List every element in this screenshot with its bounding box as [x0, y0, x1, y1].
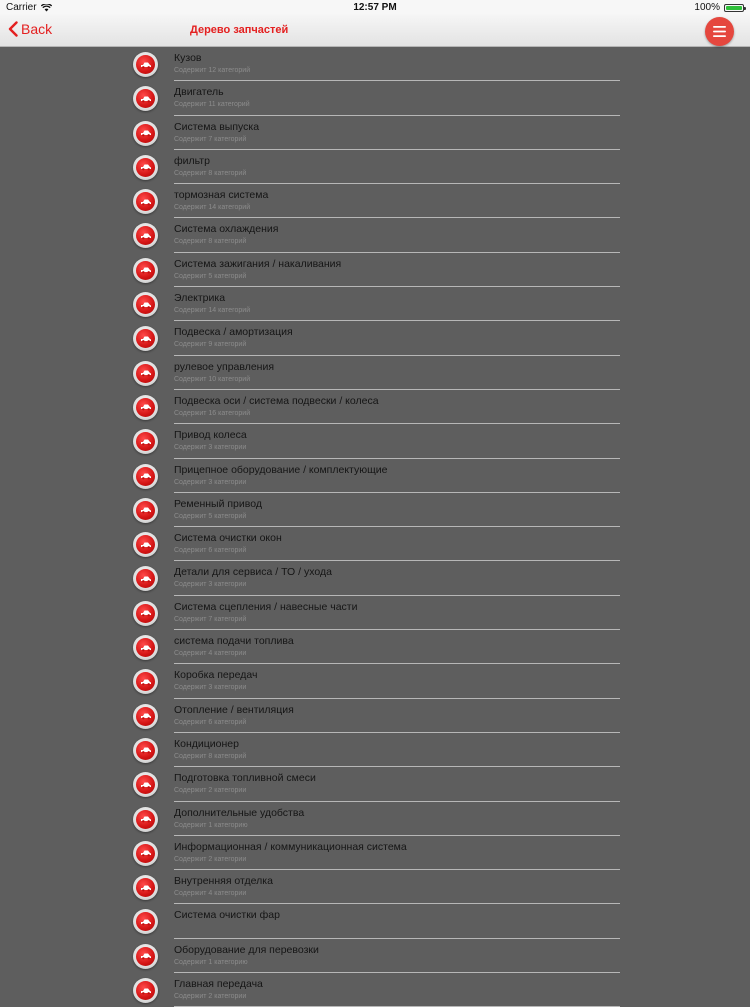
category-item[interactable]	[0, 630, 750, 664]
category-item[interactable]	[0, 116, 750, 150]
category-subtitle: Содержит 4 категории	[174, 650, 247, 658]
category-subtitle: Содержит 8 категорий	[174, 238, 247, 246]
category-name: Оборудование для перевозки	[174, 943, 319, 956]
category-name: система подачи топлива	[174, 635, 294, 648]
category-subtitle: Содержит 4 категории	[174, 890, 247, 898]
category-subtitle: Содержит 9 категорий	[174, 341, 247, 349]
car-part-icon	[133, 601, 158, 626]
category-subtitle: Содержит 2 категории	[174, 855, 247, 863]
status-right	[694, 2, 744, 13]
category-item[interactable]	[0, 424, 750, 458]
category-subtitle: Содержит 12 категорий	[174, 67, 251, 74]
category-name: Дополнительные удобства	[174, 806, 305, 819]
category-name: Система сцепления / навесные части	[174, 600, 358, 613]
category-item[interactable]	[0, 699, 750, 733]
category-subtitle: Содержит 3 категории	[174, 444, 247, 452]
car-part-icon	[133, 258, 158, 283]
category-subtitle: Содержит 6 категорий	[174, 547, 247, 555]
chevron-left-icon	[8, 21, 18, 37]
category-name: Подвеска оси / система подвески / колеса	[174, 394, 379, 407]
category-item[interactable]	[0, 733, 750, 767]
category-name: Электрика	[174, 292, 226, 305]
car-part-icon	[133, 395, 158, 420]
category-item[interactable]	[0, 596, 750, 630]
category-item[interactable]	[0, 184, 750, 218]
category-item[interactable]	[0, 321, 750, 355]
car-part-icon	[133, 841, 158, 866]
category-item[interactable]	[0, 459, 750, 493]
category-name: Кондиционер	[174, 737, 239, 750]
category-subtitle: Содержит 7 категорий	[174, 615, 247, 623]
category-name: Система охлаждения	[174, 223, 279, 236]
category-name: Двигатель	[174, 86, 224, 99]
category-name: Информационная / коммуникационная система	[174, 840, 407, 853]
car-part-icon	[133, 464, 158, 489]
category-item[interactable]	[0, 939, 750, 973]
category-item[interactable]	[0, 493, 750, 527]
category-subtitle: Содержит 16 категорий	[174, 409, 251, 417]
category-name: фильтр	[174, 154, 210, 167]
category-name: Система очистки окон	[174, 532, 282, 545]
car-part-icon	[133, 292, 158, 317]
category-subtitle: Содержит 5 категорий	[174, 272, 247, 280]
category-subtitle: Содержит 2 категории	[174, 993, 247, 1001]
category-subtitle: Содержит 1 категорию	[174, 958, 248, 966]
category-name: Система выпуска	[174, 120, 260, 133]
category-name: Отопление / вентиляция	[174, 703, 294, 716]
car-part-icon	[133, 86, 158, 111]
car-part-icon	[133, 566, 158, 591]
category-item[interactable]	[0, 390, 750, 424]
clock: 12:57 PM	[353, 2, 397, 13]
battery-percent: 100%	[694, 2, 720, 13]
car-part-icon	[133, 772, 158, 797]
category-name: Система зажигания / накаливания	[174, 257, 342, 270]
car-part-icon	[133, 498, 158, 523]
category-subtitle: Содержит 7 категорий	[174, 135, 247, 143]
car-part-icon	[133, 361, 158, 386]
battery-icon	[724, 4, 744, 12]
category-subtitle: Содержит 14 категорий	[174, 204, 251, 212]
category-name: Главная передача	[174, 978, 263, 991]
car-part-icon	[133, 52, 158, 77]
category-item[interactable]	[0, 870, 750, 904]
category-subtitle: Содержит 8 категорий	[174, 752, 247, 760]
category-name: Ременный привод	[174, 497, 262, 510]
category-item[interactable]	[0, 527, 750, 561]
category-subtitle: Содержит 1 категорию	[174, 821, 248, 829]
category-item[interactable]	[0, 47, 750, 81]
category-subtitle: Содержит 8 категорий	[174, 169, 247, 177]
category-item[interactable]	[0, 802, 750, 836]
category-name: Коробка передач	[174, 669, 258, 682]
category-item[interactable]	[0, 218, 750, 252]
category-subtitle: Содержит 14 категорий	[174, 307, 251, 315]
car-part-icon	[133, 704, 158, 729]
car-part-icon	[133, 909, 158, 934]
category-subtitle: Содержит 11 категорий	[174, 101, 250, 109]
category-item[interactable]	[0, 561, 750, 595]
back-label: Back	[21, 21, 53, 37]
category-name: Привод колеса	[174, 429, 247, 442]
category-item[interactable]	[0, 904, 750, 938]
category-name: Кузов	[174, 52, 202, 64]
category-subtitle: Содержит 3 категории	[174, 581, 247, 589]
car-part-icon	[133, 738, 158, 763]
car-part-icon	[133, 944, 158, 969]
car-part-icon	[133, 189, 158, 214]
category-subtitle: Содержит 2 категории	[174, 787, 247, 795]
car-part-icon	[133, 669, 158, 694]
category-item[interactable]	[0, 973, 750, 1007]
page-title: Дерево запчастей	[190, 24, 289, 36]
category-item[interactable]	[0, 287, 750, 321]
category-name: тормозная система	[174, 189, 269, 202]
car-part-icon	[133, 223, 158, 248]
category-name: Подвеска / амортизация	[174, 326, 293, 339]
menu-button[interactable]	[705, 17, 734, 46]
car-part-icon	[133, 532, 158, 557]
car-part-icon	[133, 635, 158, 660]
back-button[interactable]	[8, 21, 52, 37]
category-item[interactable]	[0, 664, 750, 698]
category-subtitle: Содержит 10 категорий	[174, 375, 251, 383]
car-part-icon	[133, 875, 158, 900]
category-subtitle: Содержит 3 категории	[174, 684, 247, 692]
category-name: Внутренняя отделка	[174, 875, 273, 888]
navigation-bar	[0, 14, 750, 47]
category-name: рулевое управления	[174, 360, 275, 373]
category-list	[0, 47, 750, 1007]
carrier-label: Carrier	[6, 2, 37, 13]
category-item[interactable]	[0, 767, 750, 801]
car-part-icon	[133, 807, 158, 832]
category-name: Детали для сервиса / ТО / ухода	[174, 566, 332, 579]
car-part-icon	[133, 155, 158, 180]
category-item[interactable]	[0, 836, 750, 870]
category-item[interactable]	[0, 150, 750, 184]
category-item[interactable]	[0, 81, 750, 115]
category-item[interactable]	[0, 253, 750, 287]
car-part-icon	[133, 429, 158, 454]
category-subtitle: Содержит 5 категорий	[174, 512, 247, 520]
hamburger-menu-icon	[713, 26, 726, 37]
category-item[interactable]	[0, 356, 750, 390]
category-subtitle: Содержит 3 категории	[174, 478, 247, 486]
status-bar	[0, 0, 750, 14]
car-part-icon	[133, 121, 158, 146]
car-part-icon	[133, 326, 158, 351]
category-name: Подготовка топливной смеси	[174, 772, 316, 785]
category-subtitle: Содержит 6 категорий	[174, 718, 247, 726]
category-name: Система очистки фар	[174, 909, 280, 922]
category-name: Прицепное оборудование / комплектующие	[174, 463, 388, 476]
car-part-icon	[133, 978, 158, 1003]
